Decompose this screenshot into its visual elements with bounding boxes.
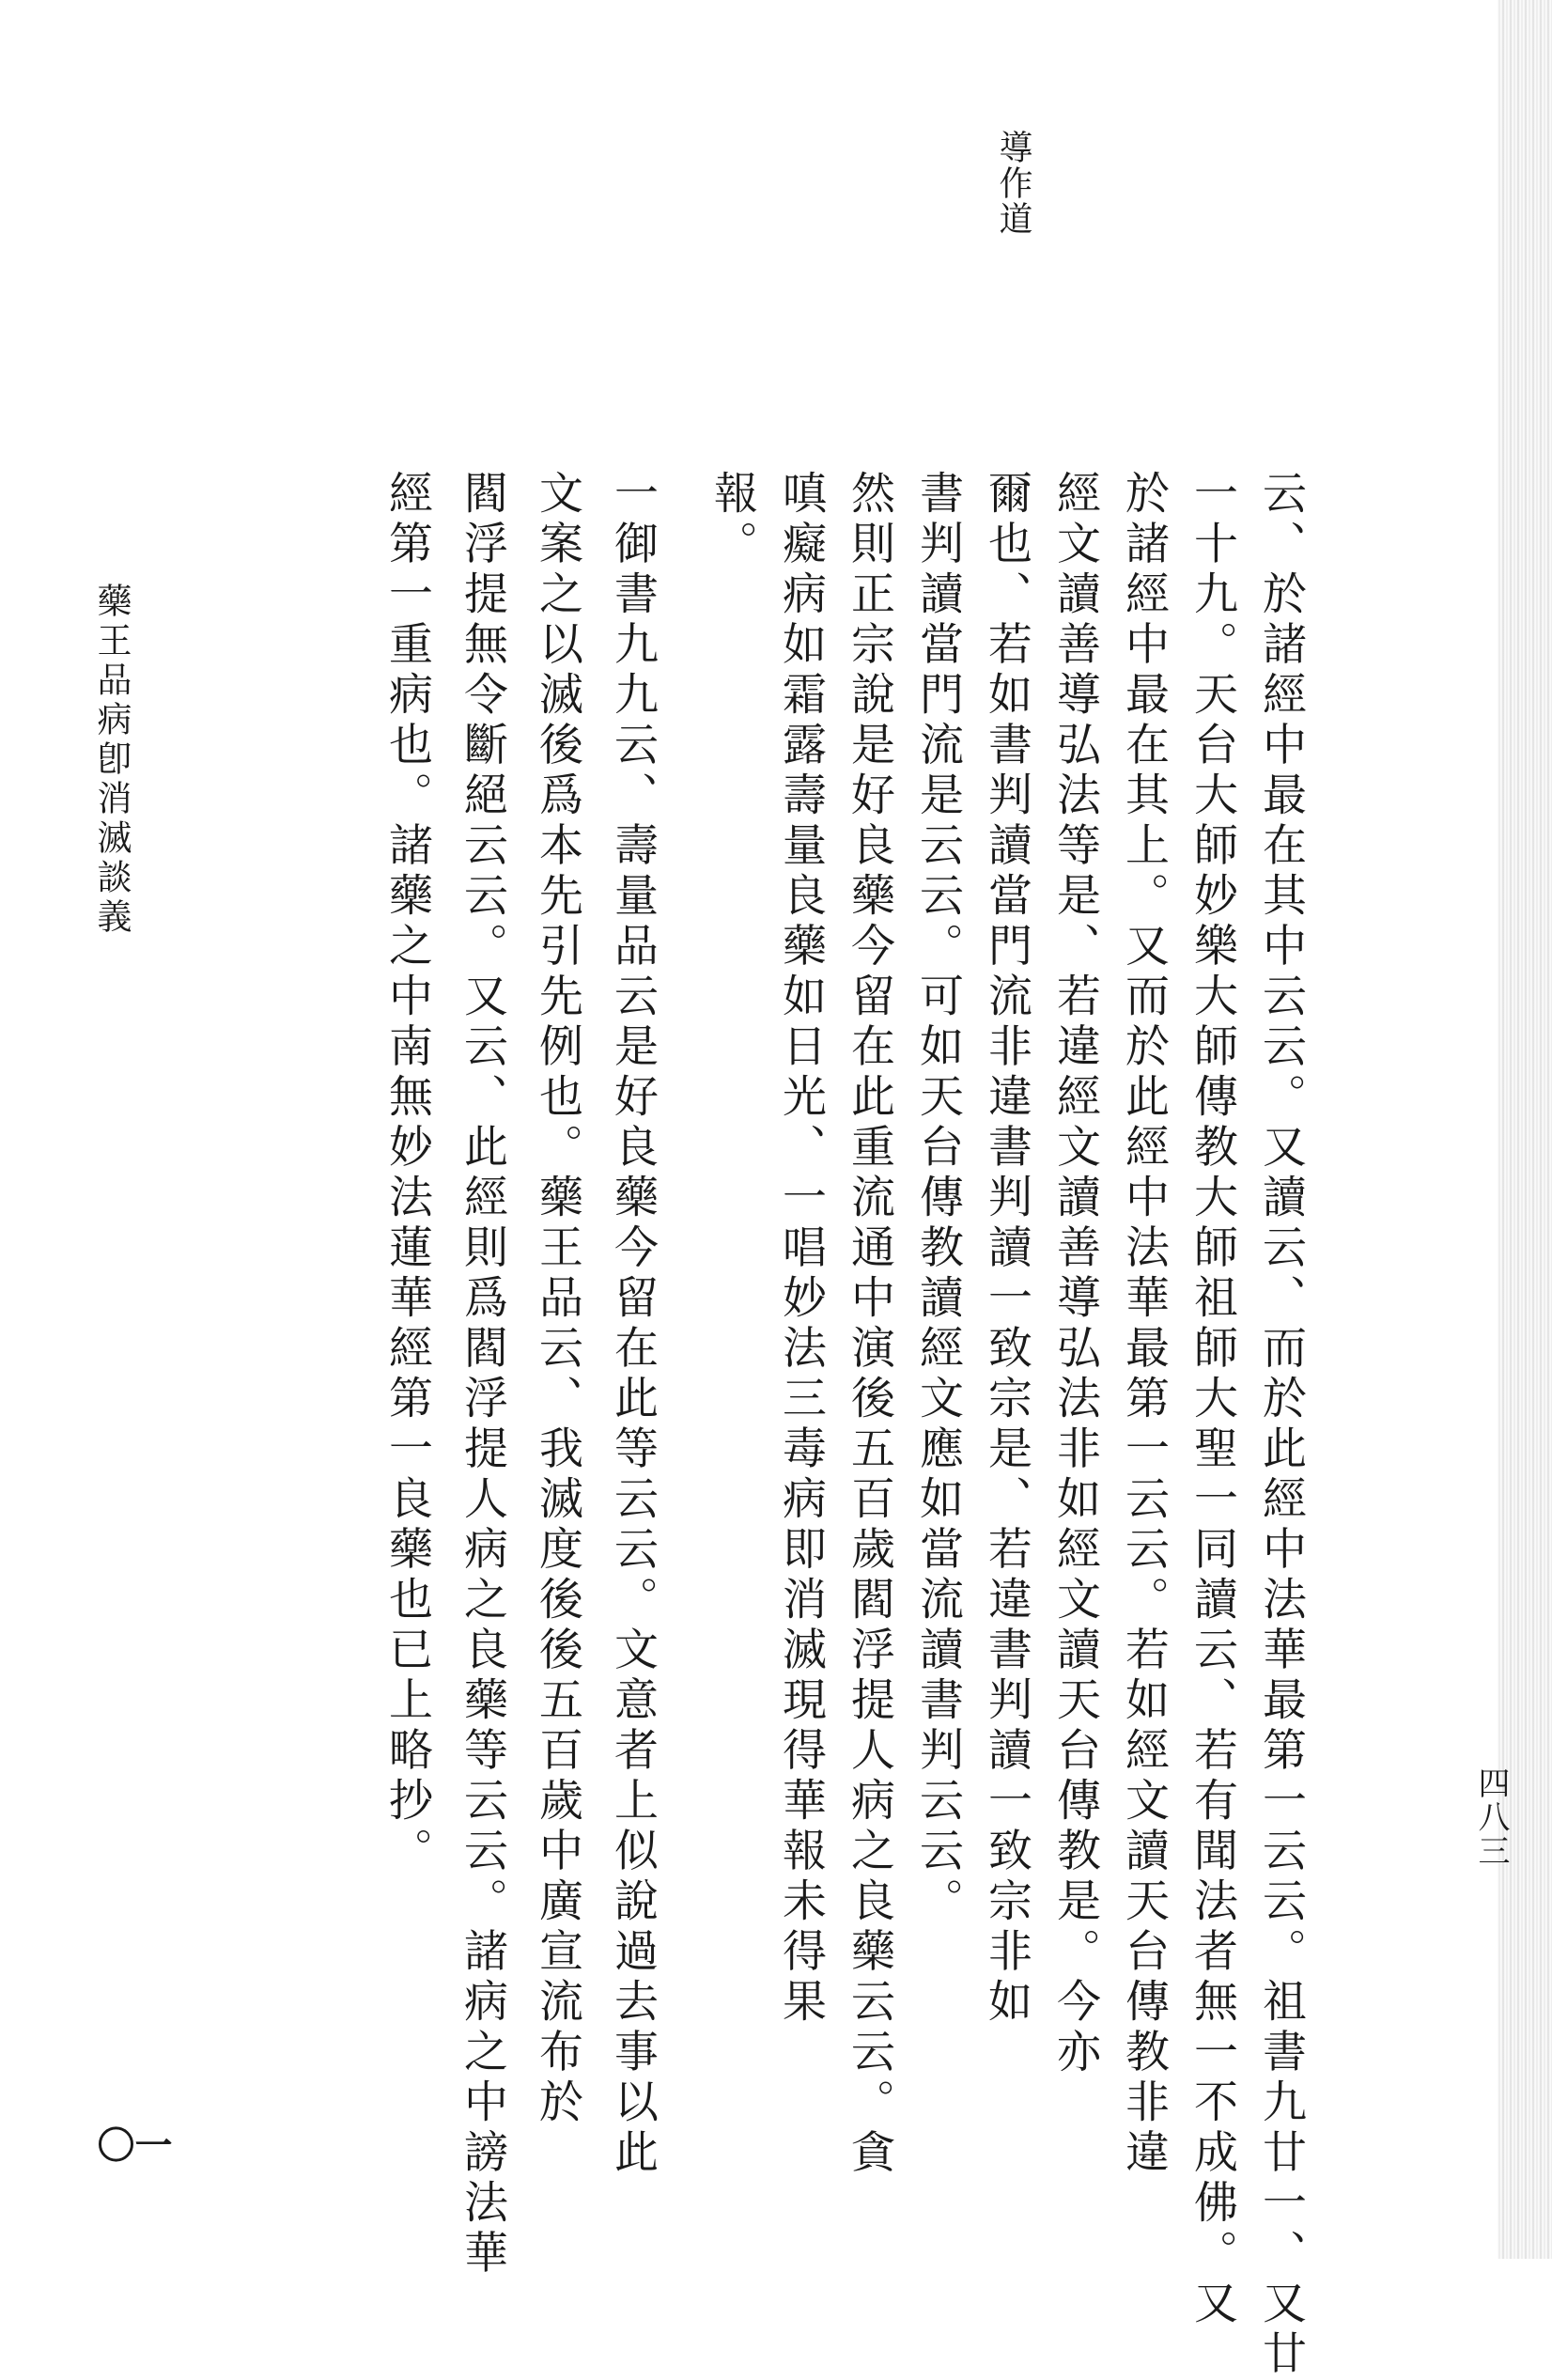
text-column-8: 嗔癡病如霜露壽量良藥如日光、一唱妙法三毒病即消滅現得華報未得果 — [775, 470, 827, 2029]
text-column-2: 一十九。天台大師妙樂大師傳教大師祖師大聖一同讀云、若有聞法者無一不成佛。又 — [1187, 470, 1238, 2330]
text-column-10: 一御書九九云、壽量品云是好良藥今留在此等云云。文意者上似說過去事以此 — [607, 470, 659, 2179]
page-number: 一〇 — [91, 2125, 173, 2163]
text-column-3: 於諸經中最在其上。又而於此經中法華最第一云云。若如經文讀天台傳教非違 — [1118, 470, 1170, 2179]
folio-number: 四八三 — [1472, 1766, 1510, 1868]
text-column-1: 云、於諸經中最在其中云云。又讀云、而於此經中法華最第一云云。祖書九廿一、又廿 — [1255, 470, 1307, 2380]
text-column-7: 然則正宗說是好良藥今留在此重流通中演後五百歲閻浮提人病之良藥云云。貪 — [844, 470, 895, 2179]
text-column-12: 閻浮提無令斷絕云云。又云、此經則爲閻浮提人病之良藥等云云。諸病之中謗法華 — [457, 470, 508, 2279]
text-column-6: 書判讀當門流是云云。可如天台傳教讀經文應如當流讀書判云云。 — [912, 470, 964, 1928]
text-column-13: 經第一重病也。諸藥之中南無妙法蓮華經第一良藥也已上略抄。 — [381, 470, 433, 1877]
running-header: 導作道 — [994, 130, 1032, 237]
footer-title: 藥王品病卽消滅談義 — [91, 583, 132, 938]
text-column-4: 經文讀善導弘法等是、若違經文讀善導弘法非如經文讀天台傳教是。今亦 — [1049, 470, 1101, 2078]
text-column-9: 報。 — [706, 470, 758, 570]
page-edge-shadow — [1498, 0, 1552, 2259]
text-column-5: 爾也、若如書判讀當門流非違書判讀一致宗是、若違書判讀一致宗非如 — [981, 470, 1032, 2029]
text-column-11: 文案之以滅後爲本先引先例也。藥王品云、我滅度後後五百歲中廣宣流布於 — [532, 470, 583, 2129]
